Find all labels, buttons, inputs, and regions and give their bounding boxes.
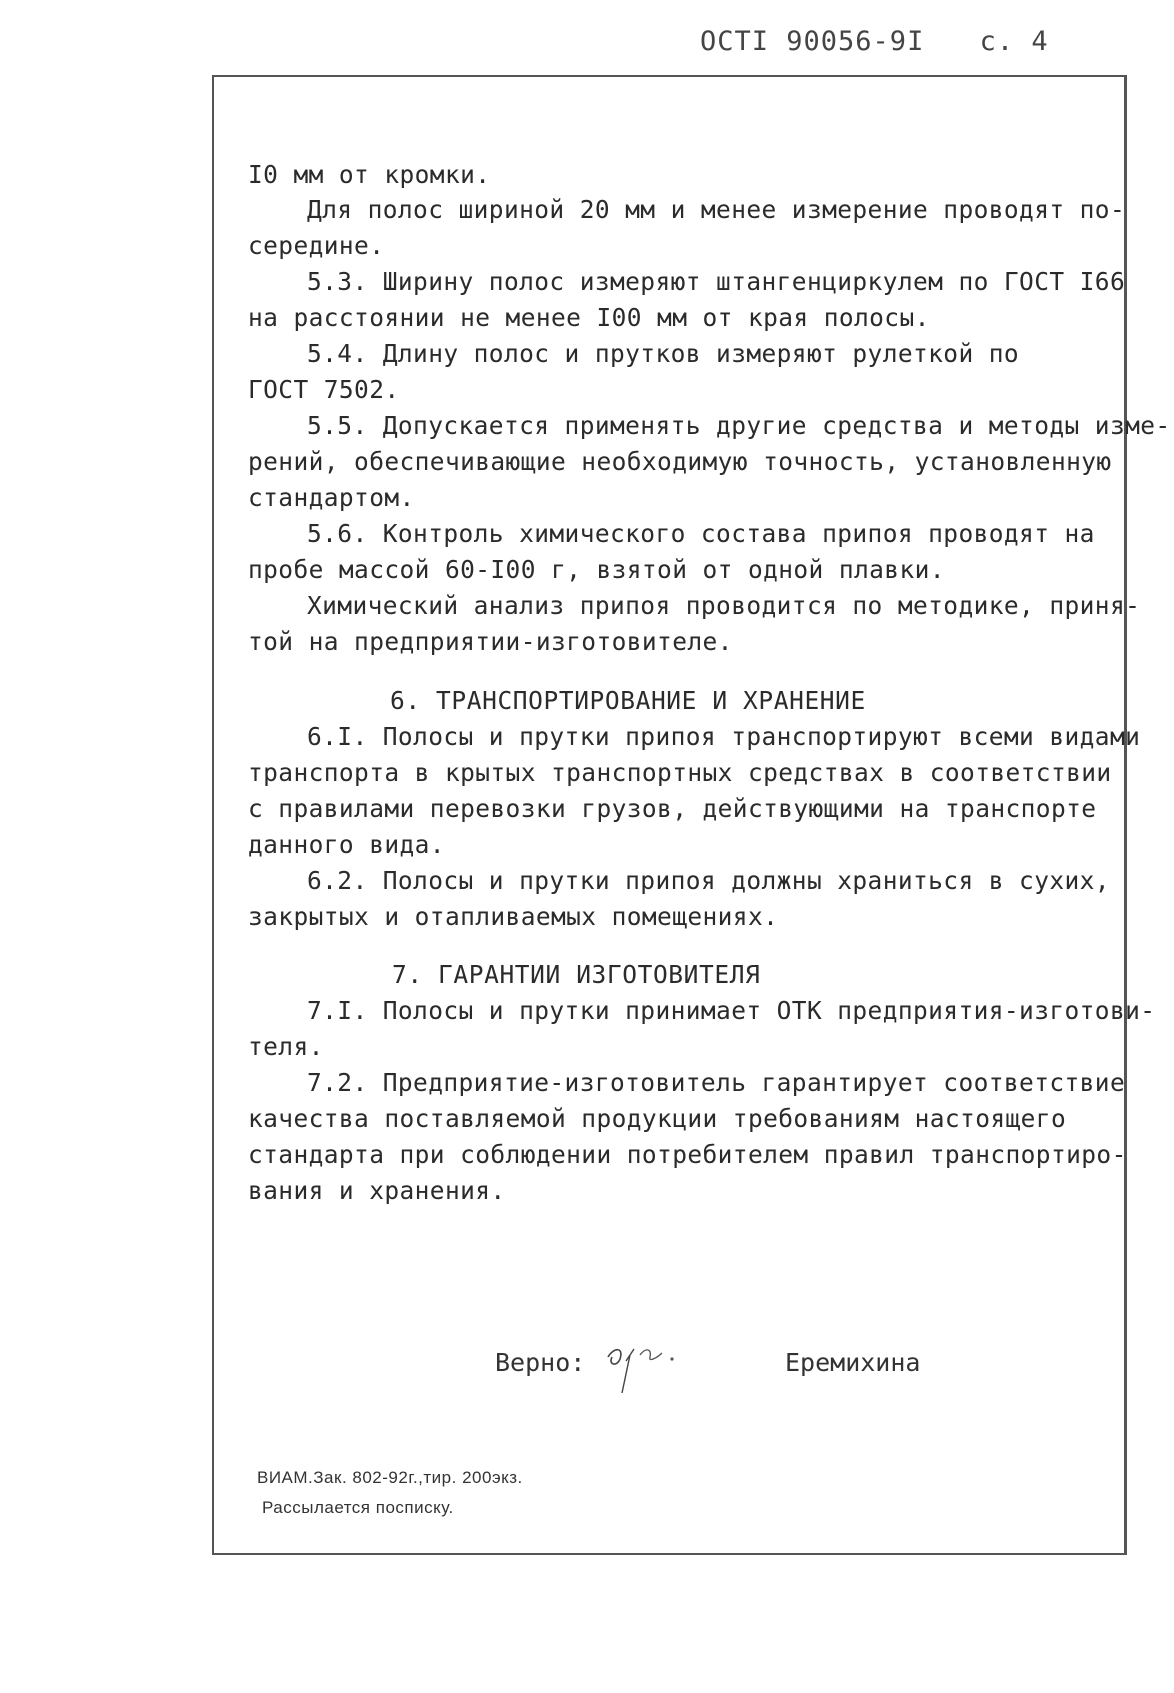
distribution-note: Рассылается поспиcку. <box>262 1498 454 1517</box>
signature-label: Верно: <box>495 1348 586 1377</box>
text-line: данного вида. <box>248 830 445 859</box>
text-line: Для полос шириной 20 мм и менее измерение проводят по- <box>307 195 1126 224</box>
text-line: Химический анализ припоя проводится по методике, приня- <box>307 591 1141 620</box>
text-line: 5.3. Ширину полос измеряют штангенциркулем по ГОСТ I66 <box>307 267 1126 296</box>
text-line: на расстоянии не менее I00 мм от края полосы. <box>248 303 930 332</box>
text-line: стандартом. <box>248 483 415 512</box>
text-line: с правилами перевозки грузов, действующими на транспорте <box>248 794 1097 823</box>
text-line: 5.4. Длину полос и прутков измеряют рулеткой по <box>307 339 1020 368</box>
text-line: вания и хранения. <box>248 1176 506 1205</box>
signatory-name: Еремихина <box>785 1348 921 1377</box>
text-line: транспорта в крытых транспортных средствах в соответствии <box>248 758 1112 787</box>
document-header <box>700 26 1049 57</box>
text-line: качества поставляемой продукции требованиям настоящего <box>248 1104 1067 1133</box>
text-line: середине. <box>248 231 385 260</box>
text-line: теля. <box>248 1032 324 1061</box>
text-line: 7.2. Предприятие-изготовитель гарантирует соответствие <box>307 1068 1126 1097</box>
standard-number: ОСТI 90056-9I <box>700 26 925 57</box>
text-line: 6.2. Полосы и прутки припоя должны храниться в сухих, <box>307 866 1110 895</box>
text-line: стандарта при соблюдении потребителем правил транспортиро- <box>248 1140 1127 1169</box>
text-line: ГОСТ 7502. <box>248 375 400 404</box>
text-line: 5.5. Допускается применять другие средства и методы изме- <box>307 411 1171 440</box>
text-line: рений, обеспечивающие необходимую точность, установленную <box>248 447 1112 476</box>
page-number: с. 4 <box>979 26 1049 57</box>
text-line: 7.I. Полосы и прутки принимает ОТК предприятия-изготови- <box>307 996 1156 1025</box>
text-line: I0 мм от кромки. <box>248 160 491 189</box>
section-heading-7: 7. ГАРАНТИИ ИЗГОТОВИТЕЛЯ <box>392 960 761 989</box>
text-line: пробе массой 60-I00 г, взятой от одной плавки. <box>248 555 945 584</box>
text-line: закрытых и отапливаемых помещениях. <box>248 902 779 931</box>
section-heading-6: 6. ТРАНСПОРТИРОВАНИЕ И ХРАНЕНИЕ <box>390 686 866 715</box>
text-line: той на предприятии-изготовителе. <box>248 627 733 656</box>
print-info: ВИАМ.Зак. 802-92г.,тир. 200экз. <box>257 1468 523 1487</box>
handwritten-signature <box>600 1335 690 1395</box>
text-line: 5.6. Контроль химического состава припоя проводят на <box>307 519 1095 548</box>
text-line: 6.I. Полосы и прутки припоя транспортируют всеми видами <box>307 722 1141 751</box>
